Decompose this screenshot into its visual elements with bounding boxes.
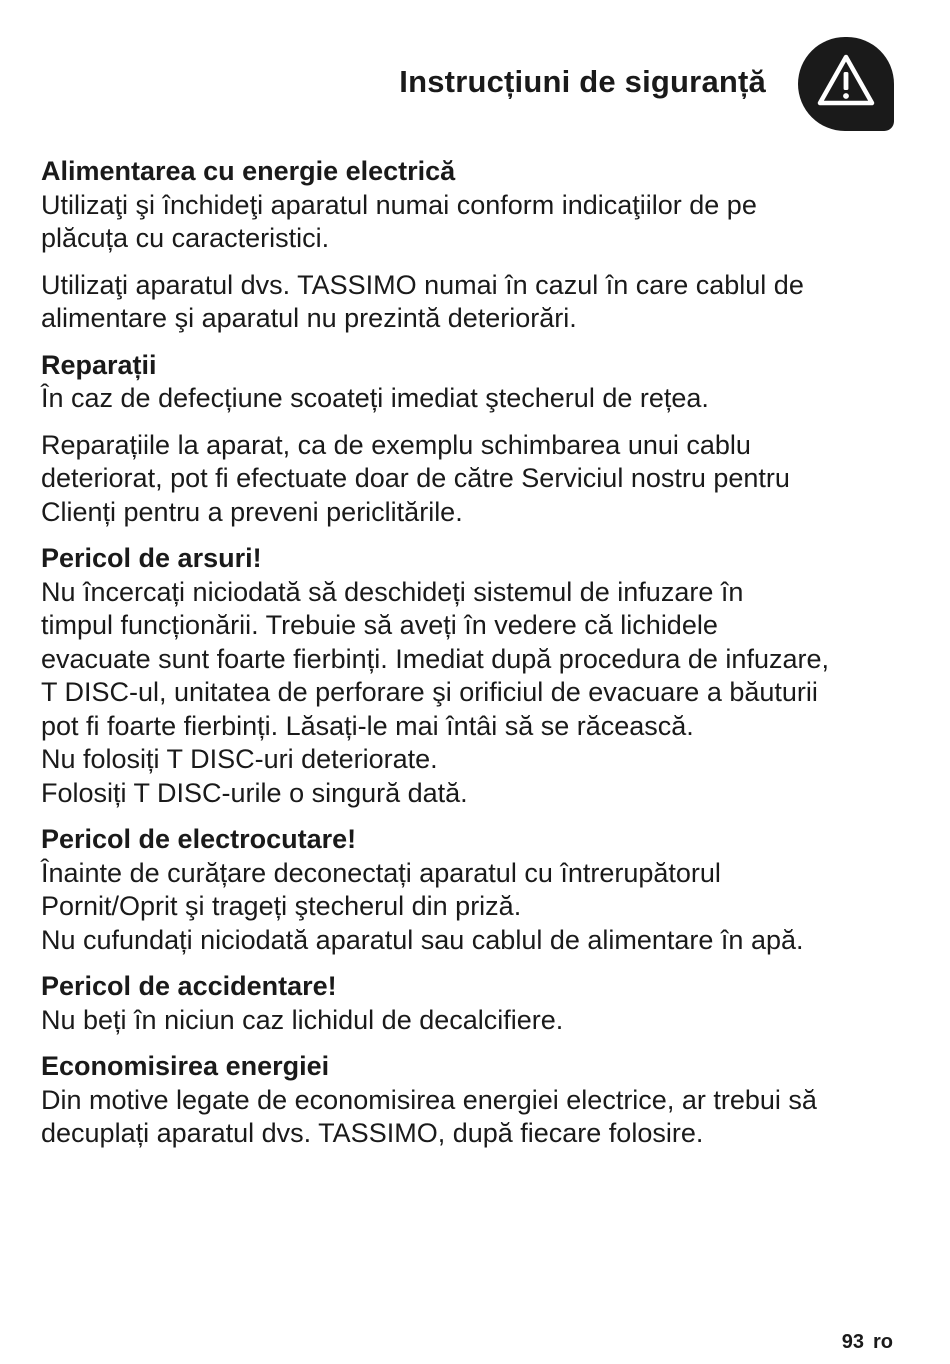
safety-section [41,1050,911,1151]
paragraph-line: T DISC-ul, unitatea de perforare şi orificiul de evacuare a băuturii [41,677,818,707]
page-number: 93 [841,1331,864,1353]
section-heading: Alimentarea cu energie electrică [41,156,456,186]
safety-section [41,155,911,336]
paragraph-line: plăcuța cu caracteristici. [41,223,330,253]
paragraph-line: decuplați aparatul dvs. TASSIMO, după fiecare folosire. [41,1118,704,1148]
warning-triangle-icon [816,53,876,109]
section-paragraph [41,1004,911,1038]
section-heading: Pericol de accidentare! [41,971,337,1001]
warning-badge [798,37,894,131]
paragraph-line: Utilizaţi şi închideţi aparatul numai conform indicaţiilor de pe [41,189,757,220]
paragraph-line: alimentare şi aparatul nu prezintă deteriorări. [41,303,577,333]
page-title: Instrucțiuni de siguranță [399,64,766,99]
section-paragraph [41,857,911,958]
paragraph-line: Pornit/Oprit şi trageți ştecherul din priză. [41,891,522,921]
language-code: ro [873,1331,893,1353]
paragraph-line: Nu beți în niciun caz lichidul de decalcifiere. [41,1004,564,1035]
safety-content [41,155,911,1164]
paragraph-line: Nu folosiți T DISC-uri deteriorate. [41,744,438,774]
section-heading: Pericol de arsuri! [41,543,262,573]
section-paragraph [41,1084,911,1151]
paragraph-line: Din motive legate de economisirea energiei electrice, ar trebui să [41,1084,817,1115]
paragraph-line: evacuate sunt foarte fierbinți. Imediat după procedura de infuzare, [41,643,829,674]
section-heading: Economisirea energiei [41,1051,330,1081]
section-paragraph [41,429,911,530]
section-paragraph [41,382,911,416]
paragraph-line: timpul funcționării. Trebuie să aveți în vedere că lichidele [41,610,718,640]
paragraph-line: Nu încercați niciodată să deschideți sistemul de infuzare în [41,576,744,607]
page-footer [842,1331,893,1354]
section-paragraph [41,576,911,811]
paragraph-line: Nu cufundați niciodată aparatul sau cablul de alimentare în apă. [41,924,804,955]
paragraph-line: Folosiți T DISC-urile o singură dată. [41,777,468,808]
section-paragraph [41,189,911,256]
safety-section [41,349,911,530]
safety-section [41,970,911,1037]
paragraph-line: deteriorat, pot fi efectuate doar de către Serviciul nostru pentru [41,463,790,493]
section-heading: Reparații [41,349,157,380]
safety-section [41,542,911,810]
paragraph-line: Înainte de curățare deconectați aparatul cu întrerupătorul [41,857,721,888]
section-heading: Pericol de electrocutare! [41,824,357,854]
paragraph-line: Reparațiile la aparat, ca de exemplu schimbarea unui cablu [41,429,751,460]
paragraph-line: pot fi foarte fierbinți. Lăsați-le mai întâi să se răcească. [41,710,694,741]
paragraph-line: În caz de defecțiune scoateți imediat ştecherul de rețea. [41,383,709,413]
paragraph-line: Utilizaţi aparatul dvs. TASSIMO numai în cazul în care cablul de [41,269,804,300]
paragraph-line: Clienți pentru a preveni periclitările. [41,496,463,527]
section-paragraph [41,269,911,336]
page-header [0,0,950,140]
safety-section [41,823,911,957]
